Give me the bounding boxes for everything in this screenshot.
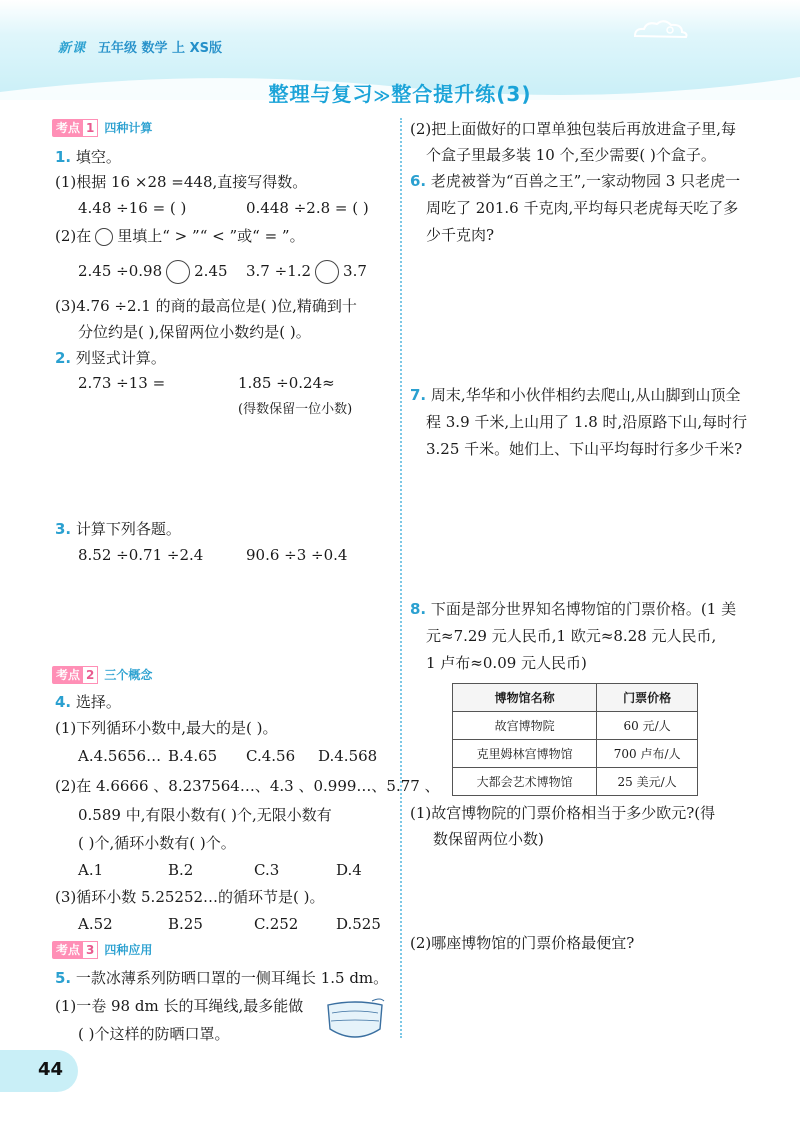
q1-part2-compare-1 — [78, 260, 228, 284]
q1-part3-line2: 分位约是( ),保留两位小数约是( )。 — [78, 323, 311, 341]
page-title — [0, 78, 800, 107]
section-header-1 — [52, 119, 152, 137]
compare-left: 2.45 ÷0.98 — [78, 262, 163, 280]
grade-label: 五年级 数学 上 XS版 — [98, 41, 222, 56]
q4-part1-opt-b: B.4.65 — [168, 747, 218, 765]
q1-part3-line1: (3)4.76 ÷2.1 的商的最高位是( )位,精确到十 — [55, 297, 357, 315]
q4-part3-opt-c: C.252 — [254, 915, 299, 933]
q2-note: (得数保留一位小数) — [238, 402, 353, 417]
q5-part1-line1: (1)一卷 98 dm 长的耳绳线,最多能做 — [55, 997, 304, 1015]
question-text: 一款冰薄系列防晒口罩的一侧耳绳长 1.5 dm。 — [75, 969, 389, 987]
cloud-icon — [630, 18, 690, 40]
section-tag: 考点 — [52, 119, 84, 137]
q2-b: 1.85 ÷0.24≈ — [238, 374, 335, 392]
question-1 — [55, 147, 121, 167]
section-name: 四种应用 — [104, 943, 153, 957]
q6-line3: 少千克肉? — [426, 226, 495, 244]
face-mask-image — [322, 995, 388, 1045]
question-2 — [55, 348, 166, 368]
q8-part2: (2)哪座博物馆的门票价格最便宜? — [410, 934, 635, 952]
question-8 — [410, 599, 736, 619]
title-part-a: 整理与复习 — [268, 82, 374, 106]
q4-part3-opt-d: D.525 — [336, 915, 381, 933]
question-number: 1. — [55, 148, 72, 166]
q3-a: 8.52 ÷0.71 ÷2.4 — [78, 546, 204, 564]
q7-line2: 程 3.9 千米,上山用了 1.8 时,沿原路下山,每时行 — [426, 413, 748, 431]
table-row — [453, 768, 698, 796]
q1-part2-text-b: 里填上“ > ”“ < ”或“ = ”。 — [117, 227, 305, 245]
title-part-b: 整合提升练(3) — [391, 82, 532, 106]
table-header-price: 门票价格 — [597, 684, 698, 712]
table-header-row — [453, 684, 698, 712]
section-name: 三个概念 — [104, 668, 153, 682]
q5-part1-line2: ( )个这样的防晒口罩。 — [78, 1025, 230, 1043]
section-header-2 — [52, 666, 152, 684]
question-5 — [55, 968, 388, 988]
table-cell: 故宫博物院 — [453, 712, 597, 740]
table-row — [453, 712, 698, 740]
question-text: 选择。 — [75, 693, 121, 711]
question-number: 2. — [55, 349, 72, 367]
museum-price-table — [452, 683, 698, 796]
q1-part1-b: 0.448 ÷2.8 = ( ) — [246, 199, 369, 217]
q4-part2-opt-d: D.4 — [336, 861, 362, 879]
section-tag: 考点 — [52, 666, 84, 684]
section-header-3 — [52, 941, 152, 959]
q4-part2-opt-b: B.2 — [168, 861, 194, 879]
q4-part2-opt-a: A.1 — [78, 861, 104, 879]
q4-part1-opt-d: D.4.568 — [318, 747, 378, 765]
q5-part2-line2: 个盒子里最多装 10 个,至少需要( )个盒子。 — [426, 146, 716, 164]
table-cell: 700 卢布/人 — [597, 740, 698, 768]
q4-part1-opt-a: A.4.5656… — [78, 747, 162, 765]
q1-part1: (1)根据 16 ×28 =448,直接写得数。 — [55, 173, 308, 191]
question-number: 5. — [55, 969, 72, 987]
q4-part2-line3: ( )个,循环小数有( )个。 — [78, 834, 236, 852]
q1-part2-text-a: (2)在 — [55, 227, 92, 245]
q4-part2-opt-c: C.3 — [254, 861, 280, 879]
question-3 — [55, 519, 181, 539]
blank-circle — [95, 228, 113, 246]
question-text: 列竖式计算。 — [75, 349, 166, 367]
question-text: 老虎被誉为“百兽之王”,一家动物园 3 只老虎一 — [430, 172, 741, 190]
question-number: 7. — [410, 386, 427, 404]
q4-part3-opt-a: A.52 — [78, 915, 113, 933]
q6-line2: 周吃了 201.6 千克肉,平均每只老虎每天吃了多 — [426, 199, 739, 217]
q4-part3: (3)循环小数 5.25252…的循环节是( )。 — [55, 888, 325, 906]
compare-right: 3.7 — [343, 262, 367, 280]
question-text: 填空。 — [75, 148, 121, 166]
q4-part1: (1)下列循环小数中,最大的是( )。 — [55, 719, 278, 737]
question-6 — [410, 171, 740, 191]
table-cell: 25 美元/人 — [597, 768, 698, 796]
question-number: 4. — [55, 693, 72, 711]
q1-part1-a: 4.48 ÷16 = ( ) — [78, 199, 187, 217]
compare-circle — [315, 260, 339, 284]
section-num: 1 — [82, 119, 98, 137]
question-4 — [55, 692, 121, 712]
title-separator: ≫ — [373, 86, 392, 105]
question-number: 6. — [410, 172, 427, 190]
question-number: 3. — [55, 520, 72, 538]
q1-part2-compare-2 — [246, 260, 367, 284]
compare-left: 3.7 ÷1.2 — [246, 262, 312, 280]
table-header-name: 博物馆名称 — [453, 684, 597, 712]
question-7 — [410, 385, 740, 405]
q2-a: 2.73 ÷13 = — [78, 374, 166, 392]
section-num: 2 — [82, 666, 98, 684]
q3-b: 90.6 ÷3 ÷0.4 — [246, 546, 348, 564]
compare-right: 2.45 — [194, 262, 228, 280]
table-row — [453, 740, 698, 768]
section-name: 四种计算 — [104, 121, 153, 135]
q4-part2-line1: (2)在 4.6666 、8.237564…、4.3 、0.999…、5.77 、 — [55, 777, 440, 795]
page-number-tab — [0, 1050, 78, 1092]
question-text: 下面是部分世界知名博物馆的门票价格。(1 美 — [430, 600, 737, 618]
q8-line3: 1 卢布≈0.09 元人民币) — [426, 654, 587, 672]
q4-part3-opt-b: B.25 — [168, 915, 203, 933]
q8-line2: 元≈7.29 元人民币,1 欧元≈8.28 元人民币, — [426, 627, 717, 645]
table-cell: 60 元/人 — [597, 712, 698, 740]
q1-part2 — [55, 226, 305, 246]
q4-part1-opt-c: C.4.56 — [246, 747, 296, 765]
table-cell: 大都会艺术博物馆 — [453, 768, 597, 796]
q7-line3: 3.25 千米。她们上、下山平均每时行多少千米? — [426, 440, 743, 458]
question-text: 周末,华华和小伙伴相约去爬山,从山脚到山顶全 — [430, 386, 741, 404]
compare-circle — [166, 260, 190, 284]
question-number: 8. — [410, 600, 427, 618]
section-tag: 考点 — [52, 941, 84, 959]
q8-part1-line2: 数保留两位小数) — [433, 830, 544, 848]
q8-part1-line1: (1)故宫博物院的门票价格相当于多少欧元?(得 — [410, 804, 716, 822]
q5-part2-line1: (2)把上面做好的口罩单独包装后再放进盒子里,每 — [410, 120, 737, 138]
page-number: 44 — [38, 1059, 64, 1080]
section-num: 3 — [82, 941, 98, 959]
question-text: 计算下列各题。 — [75, 520, 181, 538]
table-cell: 克里姆林宫博物馆 — [453, 740, 597, 768]
q4-part2-line2: 0.589 中,有限小数有( )个,无限小数有 — [78, 806, 332, 824]
column-divider — [400, 118, 402, 1038]
series-logo: 新课 — [58, 41, 87, 56]
